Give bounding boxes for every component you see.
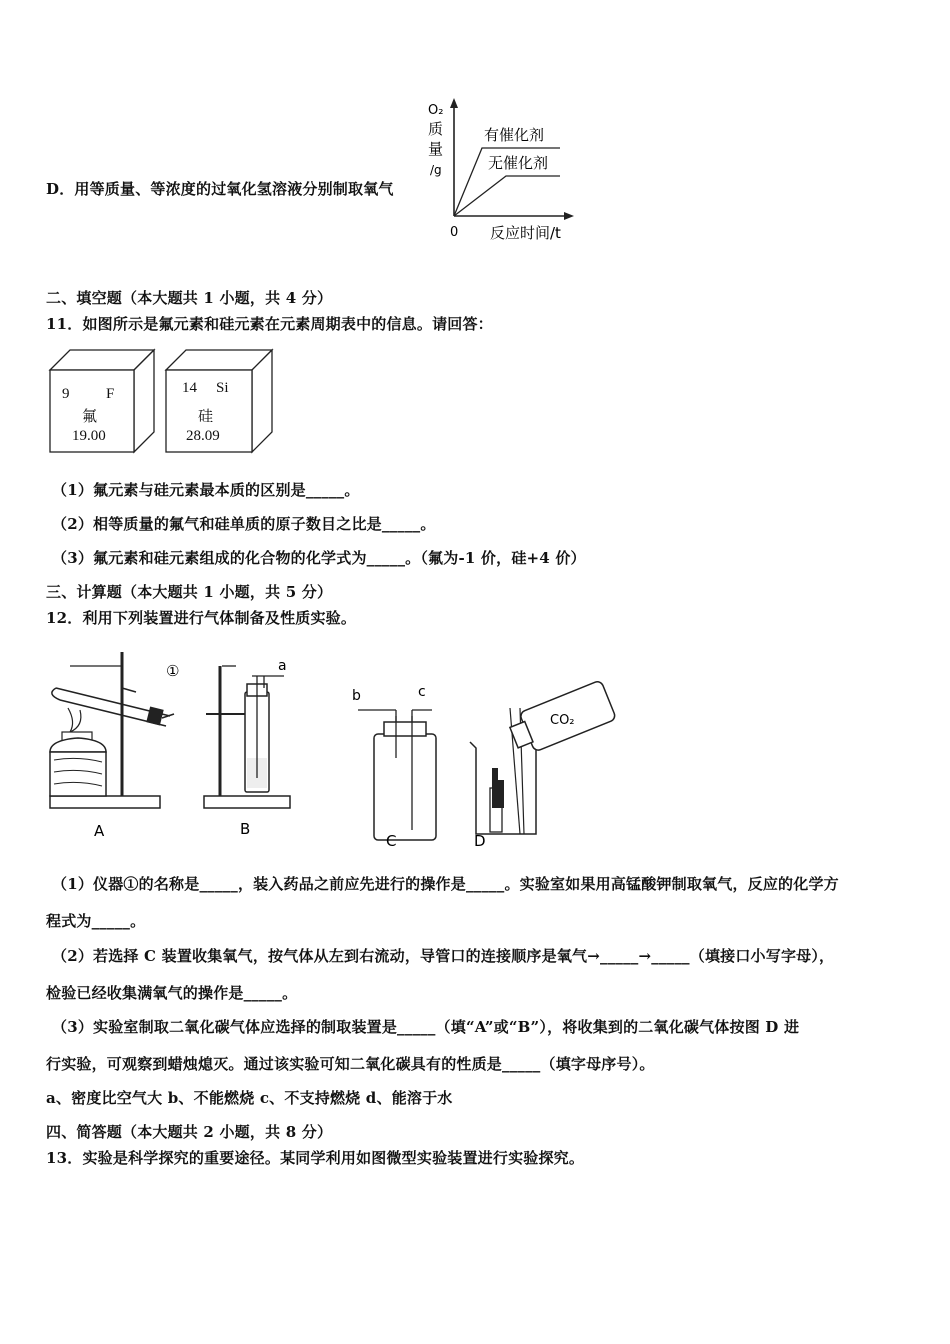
q12-options: a、密度比空气大 b、不能燃烧 c、不支持燃烧 d、能溶于水 [46,1089,453,1107]
q12-sub2-line2: 检验已经收集满氧气的操作是_____。 [46,984,298,1002]
label-c: c [418,684,426,700]
q12-sub3-line2: 行实验，可观察到蜡烛熄灭。通过该实验可知二氧化碳具有的性质是_____（填字母序号）。 [46,1055,655,1073]
cell-f-name: 氟 [82,409,98,425]
apparatus-d [470,680,616,834]
curve-no-catalyst-line [454,176,560,216]
o2-mass-graph [420,96,590,246]
y-label-liang: 量 [428,140,444,158]
y-label-zhi: 质 [428,120,444,138]
y-label-unit: /g [430,163,442,177]
graph-y-arrow [450,98,458,108]
label-a: a [278,658,287,674]
graph-origin: 0 [450,225,459,240]
q12-sub3-line1: （3）实验室制取二氧化碳气体应选择的制取装置是_____（填“A”或“B”），将收集到的二氧化碳气体按图 D 进 [52,1018,800,1036]
cell-f-symbol: F [106,386,115,402]
q12-sub1-line2: 程式为_____。 [46,912,146,930]
label-b: b [352,688,361,704]
curve-catalyst-label: 有催化剂 [484,126,545,144]
apparatus-figure [40,648,620,858]
section2-heading: 二、填空题（本大题共 1 小题，共 4 分） [46,289,333,307]
section4-heading: 四、简答题（本大题共 2 小题，共 8 分） [46,1123,333,1141]
label-co2: CO₂ [550,713,575,728]
label-A: A [94,822,105,840]
q11-sub2: （2）相等质量的氟气和硅单质的原子数目之比是_____。 [52,515,436,533]
label-C: C [386,832,397,850]
cell-si-number: 14 [182,380,197,396]
q11-text: 11．如图所示是氟元素和硅元素在元素周期表中的信息。请回答： [46,315,493,333]
label-D: D [474,832,486,850]
option-d-text: D．用等质量、等浓度的过氧化氢溶液分别制取氧气 [46,180,394,198]
y-label-o2: O₂ [428,103,444,118]
q11-sub3: （3）氟元素和硅元素组成的化合物的化学式为_____。（氟为-1 价，硅+4 价） [52,549,586,567]
apparatus-b [204,666,290,808]
q12-text: 12．利用下列装置进行气体制备及性质实验。 [46,609,357,627]
cell-f-mass: 19.00 [72,428,106,444]
apparatus-a [50,652,174,808]
section3-heading: 三、计算题（本大题共 1 小题，共 5 分） [46,583,333,601]
q12-sub2-line1: （2）若选择 C 装置收集氧气，按气体从左到右流动，导管口的连接顺序是氧气→_____→_____（填接口小写字母）， [52,947,835,965]
cell-si-mass: 28.09 [186,428,220,444]
cell-si-name: 硅 [198,409,214,425]
q11-sub1: （1）氟元素与硅元素最本质的区别是_____。 [52,481,360,499]
label-circle-1: ① [166,662,180,680]
x-label: 反应时间/t [490,224,561,242]
apparatus-c [358,710,436,840]
q12-sub1-line1: （1）仪器①的名称是_____，装入药品之前应先进行的操作是_____。实验室如果用高锰酸钾制取氧气，反应的化学方 [52,875,839,893]
cell-f-number: 9 [62,386,70,402]
graph-x-arrow [564,212,574,220]
label-B: B [240,820,251,838]
curve-no-catalyst-label: 无催化剂 [488,154,549,172]
q13-text: 13．实验是科学探究的重要途径。某同学利用如图微型实验装置进行实验探究。 [46,1149,585,1167]
cell-si-symbol: Si [216,380,229,396]
